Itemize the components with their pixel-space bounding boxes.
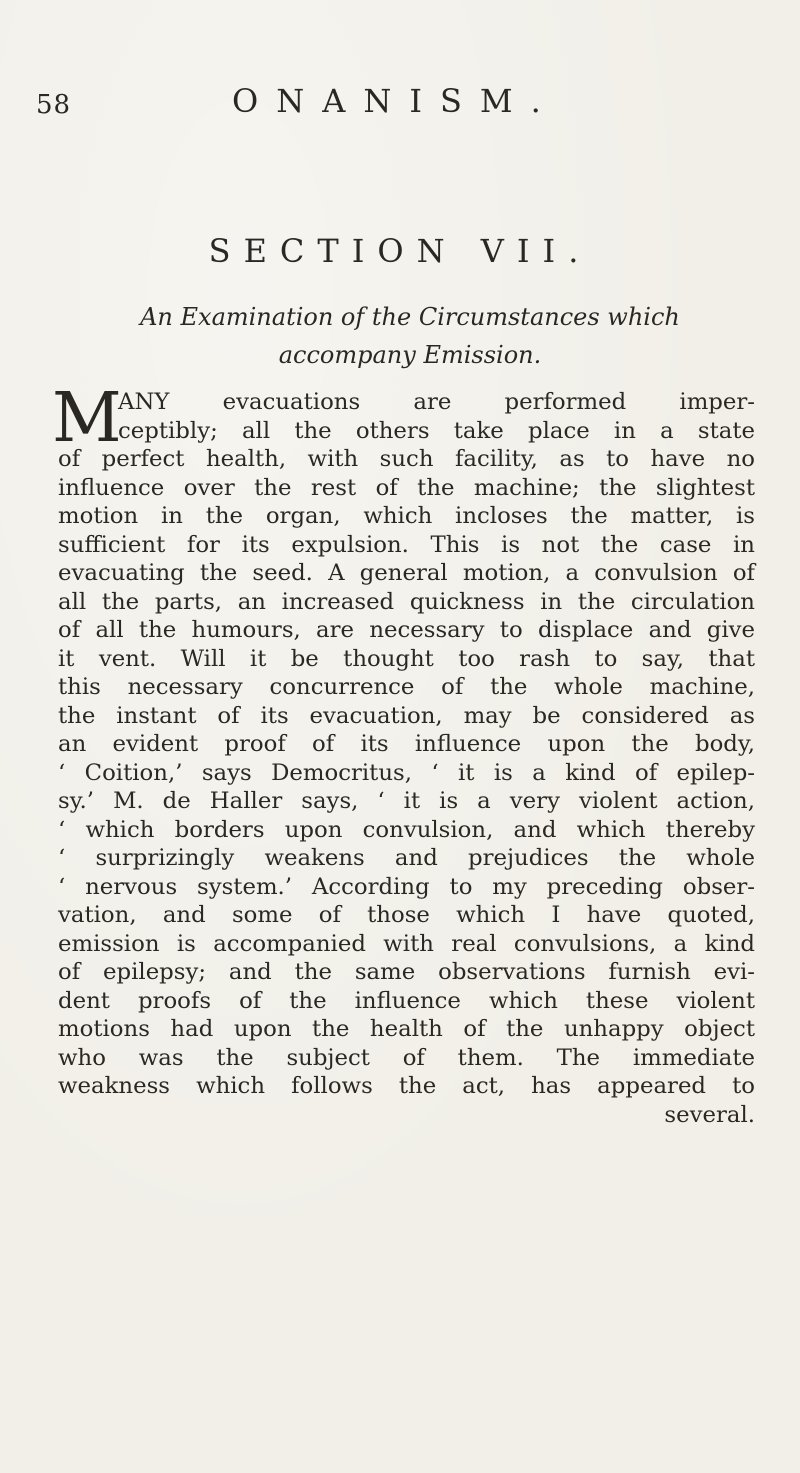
text-line: ‘ nervous system.’ According to my preceding obser- <box>58 873 755 900</box>
text-line: ceptibly; all the others take place in a state <box>118 417 755 444</box>
text-line: evacuating the seed. A general motion, a convulsion of <box>58 560 755 586</box>
text-line: of all the humours, are necessary to displace and give <box>58 617 755 643</box>
text-line: emission is accompanied with real convulsions, a kind <box>58 930 755 957</box>
text-line: vation, and some of those which I have quoted, <box>58 902 755 928</box>
text-line: ‘ Coition,’ says Democritus, ‘ it is a kind of epilep- <box>58 759 755 786</box>
page-number: 58 <box>36 90 72 120</box>
body-text <box>58 388 755 1129</box>
text-line: the instant of its evacuation, may be considered as <box>58 702 755 729</box>
drop-cap: M <box>52 379 122 458</box>
text-line: weakness which follows the act, has appeared to <box>58 1073 755 1099</box>
text-line: of perfect health, with such facility, as to have no <box>58 446 755 472</box>
text-line: ‘ surprizingly weakens and prejudices the whole <box>58 845 755 871</box>
text-line: who was the subject of them. The immediate <box>58 1044 755 1071</box>
text-line: motions had upon the health of the unhappy object <box>58 1016 755 1042</box>
text-line: motion in the organ, which incloses the matter, is <box>58 503 755 529</box>
text-line: influence over the rest of the machine; the slightest <box>58 474 755 501</box>
section-heading: SECTION VII. <box>208 232 592 270</box>
book-title: ONANISM. <box>232 82 559 120</box>
text-line: all the parts, an increased quickness in the circulation <box>58 588 755 615</box>
section-subheading: An Examination of the Circumstances which accompany Emission. <box>140 303 680 369</box>
text-line: dent proofs of the influence which these violent <box>58 987 755 1014</box>
text-line: sufficient for its expulsion. This is not the case in <box>58 531 755 558</box>
text-line: sy.’ M. de Haller says, ‘ it is a very violent action, <box>58 788 755 814</box>
text-line: ‘ which borders upon convulsion, and which thereby <box>58 816 755 843</box>
text-line: it vent. Will it be thought too rash to say, that <box>58 645 755 672</box>
text-line: an evident proof of its influence upon the body, <box>58 731 755 757</box>
text-line: of epilepsy; and the same observations furnish evi- <box>58 959 755 985</box>
catchword: several. <box>664 1101 755 1128</box>
text-line: this necessary concurrence of the whole machine, <box>58 674 755 700</box>
text-line: ANY evacuations are performed imper- <box>118 389 755 415</box>
running-head <box>36 82 760 122</box>
